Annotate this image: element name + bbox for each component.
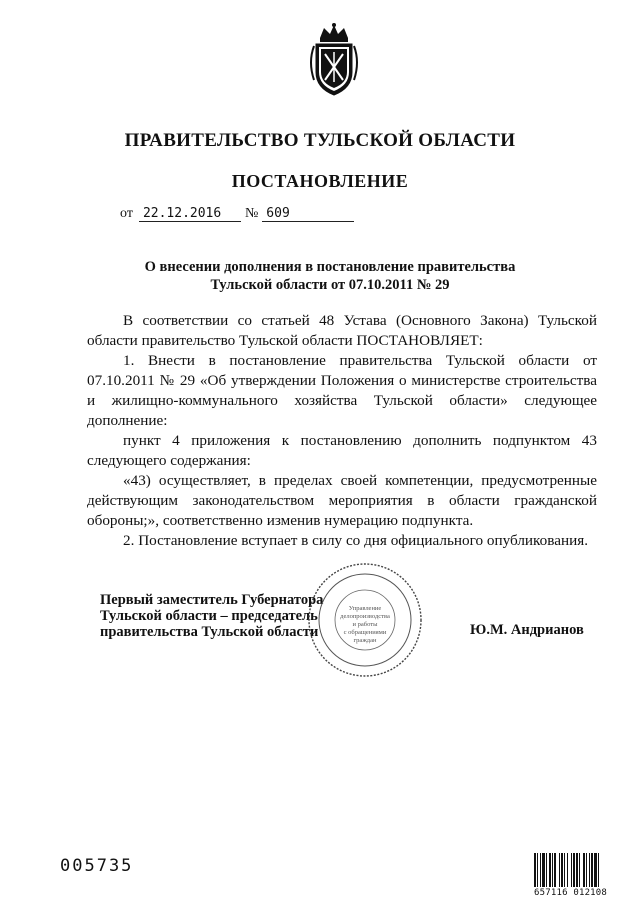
body-paragraph: «43) осуществляет, в пределах своей компетенции, предусмотренные действующим законодательством мероприятия в области гражданской обороны;», соответственно изменив нумерацию подпункта. xyxy=(87,472,597,529)
date-number-line xyxy=(120,206,354,222)
document-subject xyxy=(90,258,570,294)
barcode xyxy=(534,853,624,903)
svg-text:с обращениями: с обращениями xyxy=(343,629,387,636)
svg-text:Управление: Управление xyxy=(348,605,382,612)
body-paragraph: 1. Внести в постановление правительства Тульской области от 07.10.2011 № 29 «Об утверждении Положения о министерстве строительства и жилищно-коммунального хозяйства Тульской области» следующее дополнение: xyxy=(87,352,597,429)
body-paragraph: 2. Постановление вступает в силу со дня официального опубликования. xyxy=(123,532,588,549)
date-label: от xyxy=(120,206,133,221)
svg-text:делопроизводства: делопроизводства xyxy=(340,613,390,620)
document-date: 22.12.2016 xyxy=(139,206,241,222)
signature-title-line: Тульской области – председатель xyxy=(100,608,318,624)
coat-of-arms-icon xyxy=(304,22,364,98)
number-label: № xyxy=(244,206,259,221)
document-number: 609 xyxy=(262,206,354,222)
svg-text:граждан: граждан xyxy=(353,637,377,644)
serial-number: 005735 xyxy=(60,856,134,876)
document-body xyxy=(87,311,597,551)
organization-title: ПРАВИТЕЛЬСТВО ТУЛЬСКОЙ ОБЛАСТИ xyxy=(124,130,516,151)
signature-title-line: правительства Тульской области xyxy=(100,624,319,640)
subject-line: О внесении дополнения в постановление правительства xyxy=(144,259,516,275)
signature-block xyxy=(100,592,323,640)
document-type: ПОСТАНОВЛЕНИЕ xyxy=(231,171,409,191)
barcode-bars xyxy=(534,853,624,887)
barcode-number: 657116 012108 xyxy=(534,888,608,898)
subject-line: Тульской области от 07.10.2011 № 29 xyxy=(210,277,450,293)
official-stamp-icon xyxy=(305,560,425,680)
signature-title-line: Первый заместитель Губернатора xyxy=(100,592,324,608)
body-paragraph: В соответствии со статьей 48 Устава (Основного Закона) Тульской области правительство Тульской области ПОСТАНОВЛЯЕТ: xyxy=(87,312,597,349)
body-paragraph: пункт 4 приложения к постановлению дополнить подпунктом 43 следующего содержания: xyxy=(87,432,597,469)
signer-name: Ю.М. Андрианов xyxy=(470,622,584,638)
svg-text:и работы: и работы xyxy=(352,621,378,628)
